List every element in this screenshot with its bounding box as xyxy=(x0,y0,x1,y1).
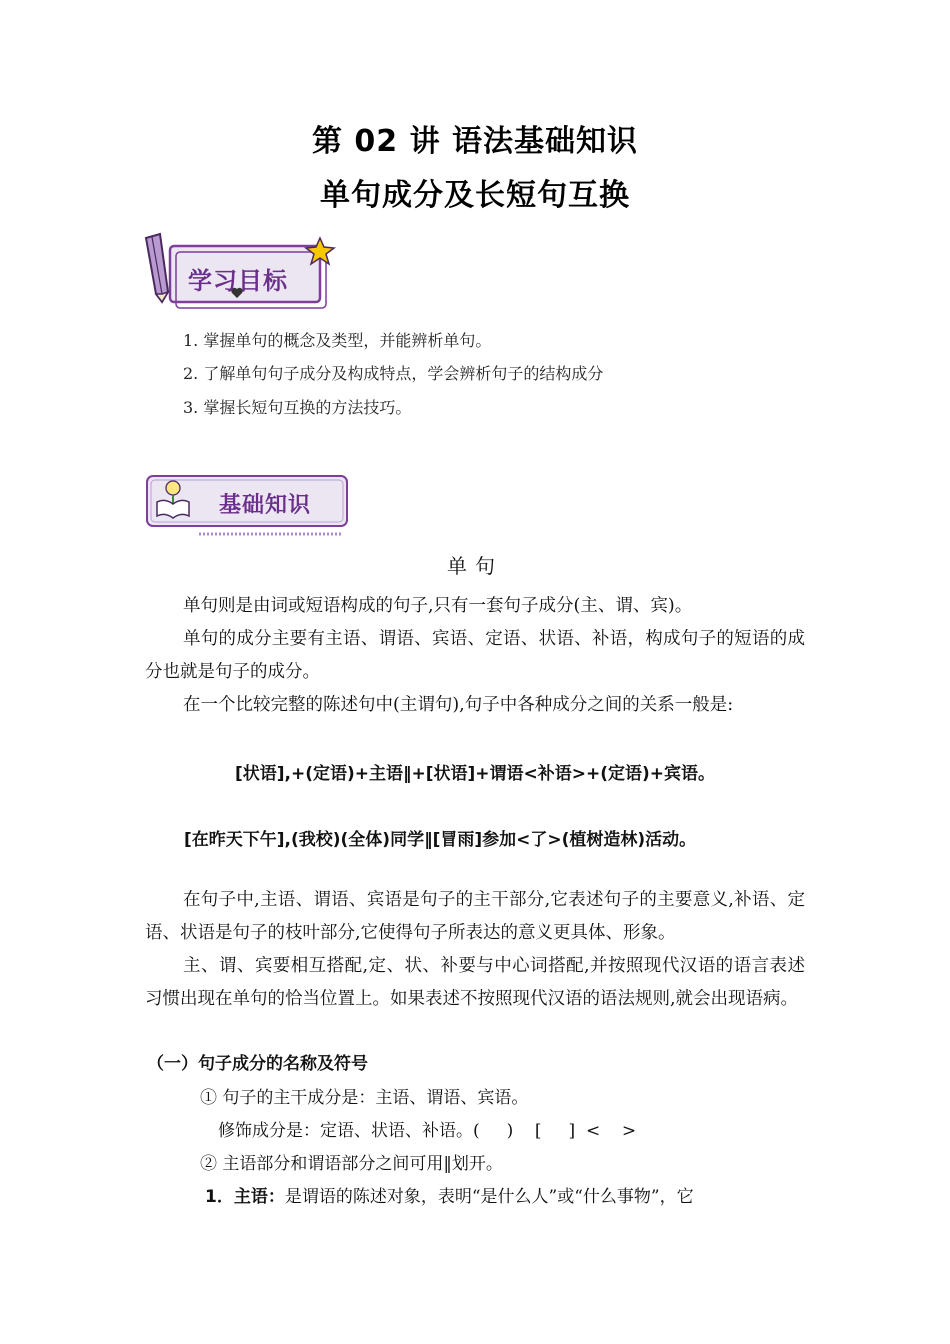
goal-item: 1. 掌握单句的概念及类型，并能辨析单句。 xyxy=(183,331,492,350)
goal-item: 3. 掌握长短句互换的方法技巧。 xyxy=(183,398,412,417)
term-label: 1．主语： xyxy=(205,1187,285,1207)
subsection-item: 修饰成分是：定语、状语、补语。( ) [ ] < > xyxy=(218,1121,637,1141)
basics-badge-label: 基础知识 xyxy=(219,493,312,518)
basics-badge xyxy=(143,470,353,542)
subsection-item: ② 主语部分和谓语部分之间可用‖划开。 xyxy=(200,1154,503,1174)
goal-item: 2. 了解单句句子成分及构成特点，学会辨析句子的结构成分 xyxy=(183,364,604,383)
page-subtitle: 单句成分及长短句互换 xyxy=(320,178,630,213)
structure-formula: [状语],+(定语)+主语‖+[状语]+谓语<补语>+(定语)+宾语。 xyxy=(234,764,716,784)
term-definition xyxy=(205,1186,694,1208)
pencil-icon xyxy=(146,234,168,302)
subsection-item: ① 句子的主干成分是：主语、谓语、宾语。 xyxy=(200,1088,529,1108)
paragraph: 主、谓、宾要相互搭配,定、状、补要与中心词搭配,并按照现代汉语的语言表述习惯出现在单句的恰当位置上。如果表述不按照现代汉语的语法规则,就会出现语病。 xyxy=(145,956,805,1009)
section-heading: 单句 xyxy=(447,554,503,578)
paragraph: 单句则是由词或短语构成的句子,只有一套句子成分(主、谓、宾)。 xyxy=(183,596,693,616)
page-title: 第 02 讲 语法基础知识 xyxy=(311,124,639,159)
example-sentence: [在昨天下午],(我校)(全体)同学‖[冒雨]参加<了>(植树造林)活动。 xyxy=(184,830,697,850)
term-text: 是谓语的陈述对象，表明“是什么人”或“什么事物”，它 xyxy=(284,1187,694,1207)
goals-badge-label: 学习目标 xyxy=(188,267,288,295)
paragraph: 在句子中,主语、谓语、宾语是句子的主干部分,它表述句子的主要意义,补语、定语、状语是句子的枝叶部分,它使得句子所表达的意义更具体、形象。 xyxy=(145,890,805,943)
goals-badge xyxy=(140,228,340,312)
paragraph: 单句的成分主要有主语、谓语、宾语、定语、状语、补语，构成句子的短语的成分也就是句子的成分。 xyxy=(145,629,805,682)
subsection-heading: （一）句子成分的名称及符号 xyxy=(147,1054,368,1074)
paragraph: 在一个比较完整的陈述句中(主谓句),句子中各种成分之间的关系一般是: xyxy=(183,695,734,715)
